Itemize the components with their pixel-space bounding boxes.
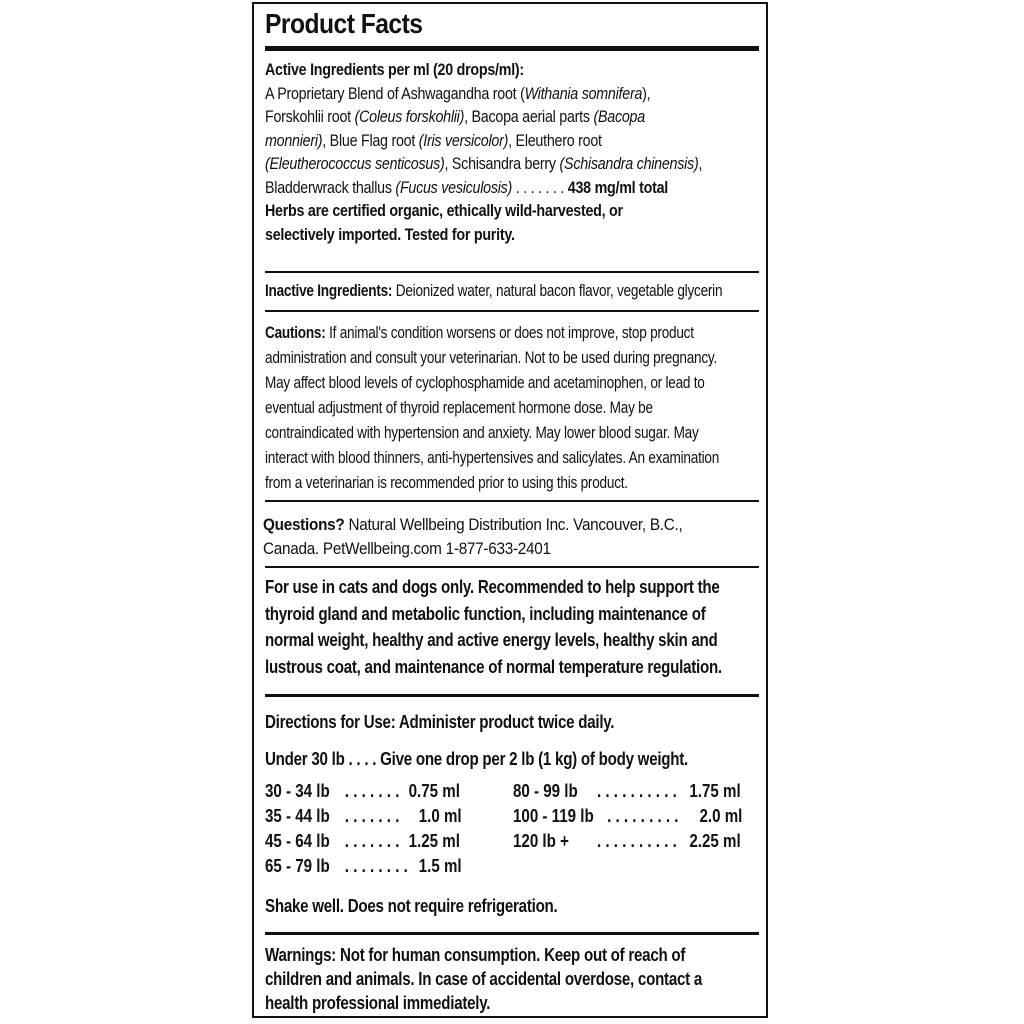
dose-weight: 120 lb + (513, 831, 569, 851)
dose-row (265, 831, 460, 852)
leader-dots: . . . . . . . . . . (597, 781, 677, 801)
warnings-label: Warnings: (265, 945, 337, 965)
leader-dots: . . . . . . . (512, 177, 568, 197)
dose-row (513, 806, 742, 827)
cautions-line-7: from a veterinarian is recommended prior to using this product. (265, 473, 628, 492)
dose-row (265, 781, 460, 802)
text-italic: (Iris versicolor) (418, 130, 509, 150)
dose-weight: 30 - 34 lb (265, 781, 330, 801)
active-line-2 (265, 105, 759, 129)
text: , Schisandra berry (444, 154, 560, 173)
leader-dots: . . . . . . . (344, 806, 400, 826)
dose-amount: 1.0 ml (418, 806, 462, 826)
active-line-4 (265, 152, 759, 176)
product-facts-panel (252, 2, 768, 1018)
divider (265, 271, 759, 273)
dose-weight: 100 - 119 lb (513, 806, 594, 826)
text-italic: (Eleutherococcus senticosus) (265, 154, 445, 173)
dose-weight: 45 - 64 lb (265, 831, 330, 851)
text-italic: (Coleus forskohlii) (354, 107, 465, 126)
text: Bladderwrack thallus (265, 177, 396, 197)
dose-amount: 0.75 ml (408, 781, 460, 801)
active-line-3 (265, 129, 759, 153)
cautions-label: Cautions: (265, 323, 326, 342)
text-italic: (Bacopa (593, 107, 645, 126)
dose-weight: 65 - 79 lb (265, 856, 330, 876)
cautions-line-5: contraindicated with hypertension and anxiety. May lower blood sugar. May (265, 423, 699, 442)
use-line-4: lustrous coat, and maintenance of normal temperature regulation. (265, 656, 722, 677)
directions-heading: Directions for Use: Administer product twice daily. (265, 712, 615, 732)
text: A Proprietary Blend of Ashwagandha root ( (265, 83, 525, 103)
inactive-ingredients-section (265, 279, 759, 303)
dose-amount: 2.25 ml (689, 831, 741, 851)
warnings-line-2: children and animals. In case of accidental overdose, contact a (265, 969, 703, 989)
inactive-label: Inactive Ingredients: (265, 281, 393, 300)
dose-amount: 1.75 ml (689, 781, 741, 801)
dose-weight: 35 - 44 lb (265, 806, 330, 826)
leader-dots: . . . . . . . (344, 781, 400, 801)
warnings-line-3: health professional immediately. (265, 993, 491, 1013)
shake-note: Shake well. Does not require refrigeration. (265, 896, 558, 916)
leader-dots: . . . . . . . . . . (597, 831, 677, 851)
active-line-5 (265, 176, 759, 200)
cautions-line-1: If animal's condition worsens or does not improve, stop product (325, 323, 694, 342)
use-line-3: normal weight, healthy and active energy levels, healthy skin and (265, 630, 718, 650)
divider (265, 694, 759, 697)
text-italic: (Fucus vesiculosis) (395, 177, 513, 197)
questions-label: Questions? (263, 515, 345, 534)
warnings-line-1: Not for human consumption. Keep out of reach of (336, 945, 686, 965)
divider (265, 932, 759, 935)
dose-amount: 1.25 ml (408, 831, 460, 851)
leader-dots: . . . . . . . . (344, 856, 408, 876)
panel-title: Product Facts (265, 8, 423, 39)
dose-row (513, 781, 741, 802)
text-italic: Withania somnifera (524, 83, 643, 103)
questions-line-1: Natural Wellbeing Distribution Inc. Vancouver, B.C., (344, 515, 683, 534)
text-italic: (Schisandra chinensis) (559, 154, 699, 173)
dose-weight: 80 - 99 lb (513, 781, 578, 801)
text: ), (642, 83, 651, 103)
text: , Bacopa aerial parts (464, 107, 594, 126)
cautions-line-3: May affect blood levels of cyclophosphamide and acetaminophen, or lead to (265, 373, 705, 392)
questions-section (263, 513, 756, 561)
cautions-line-2: administration and consult your veterinarian. Not to be used during pregnancy. (265, 348, 718, 367)
text-italic: monnieri) (265, 130, 323, 150)
use-line-2: thyroid gland and metabolic function, including maintenance of (265, 603, 706, 624)
dose-amount: 2.0 ml (699, 806, 743, 826)
divider (265, 500, 759, 502)
panel-inner (265, 4, 759, 1016)
use-statement-section (265, 574, 759, 680)
use-line-1: For use in cats and dogs only. Recommended to help support the (265, 577, 720, 597)
dose-row (265, 856, 462, 877)
text: , Blue Flag root (322, 130, 419, 150)
active-ingredients-section (265, 58, 759, 246)
text: , Eleuthero root (508, 130, 602, 150)
warnings-section (265, 943, 759, 1015)
total-amount: 438 mg/ml total (567, 177, 668, 197)
directions-under-30: Under 30 lb . . . . Give one drop per 2 lb (1 kg) of body weight. (265, 749, 689, 769)
dose-amount: 1.5 ml (418, 856, 462, 876)
dose-row (265, 806, 462, 827)
title-rule (265, 46, 759, 51)
divider (265, 566, 759, 568)
certified-statement: Herbs are certified organic, ethically wild-harvested, or selectively imported. Tested for purity. (265, 201, 623, 244)
divider (265, 310, 759, 312)
cautions-line-6: interact with blood thinners, anti-hypertensives and salicylates. An examination (265, 448, 720, 467)
active-heading: Active Ingredients per ml (20 drops/ml): (265, 60, 524, 79)
text: , (698, 154, 703, 173)
text: Forskohlii root (265, 107, 355, 126)
inactive-text: Deionized water, natural bacon flavor, vegetable glycerin (392, 281, 723, 300)
dose-row (513, 831, 741, 852)
questions-line-2: Canada. PetWellbeing.com 1-877-633-2401 (263, 539, 551, 558)
active-line-1 (265, 82, 759, 106)
leader-dots: . . . . . . . (344, 831, 400, 851)
leader-dots: . . . . . . . . . (607, 806, 679, 826)
cautions-line-4: eventual adjustment of thyroid replacement hormone dose. May be (265, 398, 653, 417)
cautions-section (265, 320, 759, 495)
